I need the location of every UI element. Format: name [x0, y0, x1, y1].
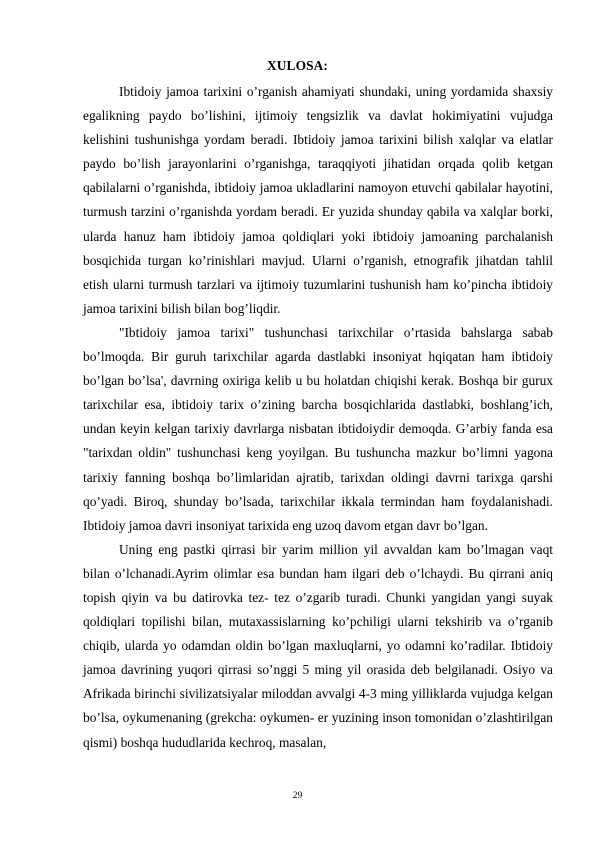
paragraph: "Ibtidoiy jamoa tarixi" tushunchasi tarixchilar o’rtasida bahslarga sabab bo’lmoqda. Bir guruh tarixchilar agarda dastlabki insoniyat hqiqatan ham ibtidoiy bo’lgan bo’lsa', davrning oxiriga kelib u bu holatdan chiqishi kerak. Boshqa bir gurux tarixchilar esa, ibtidoiy tarix o’zining barcha bosqichlarida dastlabki, boshlang’ich, undan keyin kelgan tarixiy davrlarga nisbatan ibtidoiydir demoqda. G’arbiy fanda esa "tarixdan oldin" tushunchasi keng yoyilgan. Bu tushuncha mazkur bo’limni yagona tarixiy fanning boshqa bo’limlaridan ajratib, tarixdan oldingi davrni tarixga qarshi qo’yadi. Biroq, shunday bo’lsada, tarixchilar ikkala termindan ham foydalanishadi. Ibtidoiy jamoa davri insoniyat tarixida eng uzoq davom etgan davr bo’lgan. [83, 324, 553, 533]
page-title: XULOSA: [267, 58, 328, 73]
body-text [83, 80, 553, 755]
paragraph: Uning eng pastki qirrasi bir yarim million yil avvaldan kam bo’lmagan vaqt bilan o’lchanadi.Ayrim olimlar esa bundan ham ilgari deb o’lchaydi. Bu qirrani aniq topish qiyin va bu datirovka tez- tez o’zgarib turadi. Chunki yangidan yangi suyak qoldiqlari topilishi bilan, mutaxassislarning ko’pchiligi ularni tekshirib va o’rganib chiqib, ularda yo odamdan oldin bo’lgan maxluqlarni, yo odamni ko’radilar. Ibtidoiy jamoa davrining yuqori qirrasi so’nggi 5 ming yil orasida deb belgilanadi. Osiyo va Afrikada birinchi sivilizatsiyalar miloddan avvalgi 4-3 ming yilliklarda vujudga kelgan bo’lsa, oykumenaning (grekcha: oykumen- er yuzining inson tomonidan o’zlashtirilgan qismi) boshqa hududlarida kechroq, masalan, [83, 541, 553, 750]
page-number: 29 [292, 791, 303, 801]
paragraph: Ibtidoiy jamoa tarixini o’rganish ahamiyati shundaki, uning yordamida shaxsiy egalikning paydo bo’lishini, ijtimoiy tengsizlik va davlat hokimiyatini vujudga kelishini tushunishga yordam beradi. Ibtidoiy jamoa tarixini bilish xalqlar va elatlar paydo bo’lish jarayonlarini o’rganishga, taraqqiyoti jihatidan orqada qolib ketgan qabilalarni o’rganishda, ibtidoiy jamoa ukladlarini namoyon etuvchi qabilalar hayotini, turmush tarzini o’rganishda yordam beradi. Er yuzida shunday qabila va xalqlar borki, ularda hanuz ham ibtidoiy jamoa qoldiqlari yoki ibtidoiy jamoaning parchalanish bosqichida turgan ko’rinishlari mavjud. Ularni o’rganish, etnografik jihatdan tahlil etish ularni turmush tarzlari va ijtimoiy tuzumlarini tushunish ham ko’pincha ibtidoiy jamoa tarixini bilish bilan bog’liqdir. [83, 84, 553, 316]
